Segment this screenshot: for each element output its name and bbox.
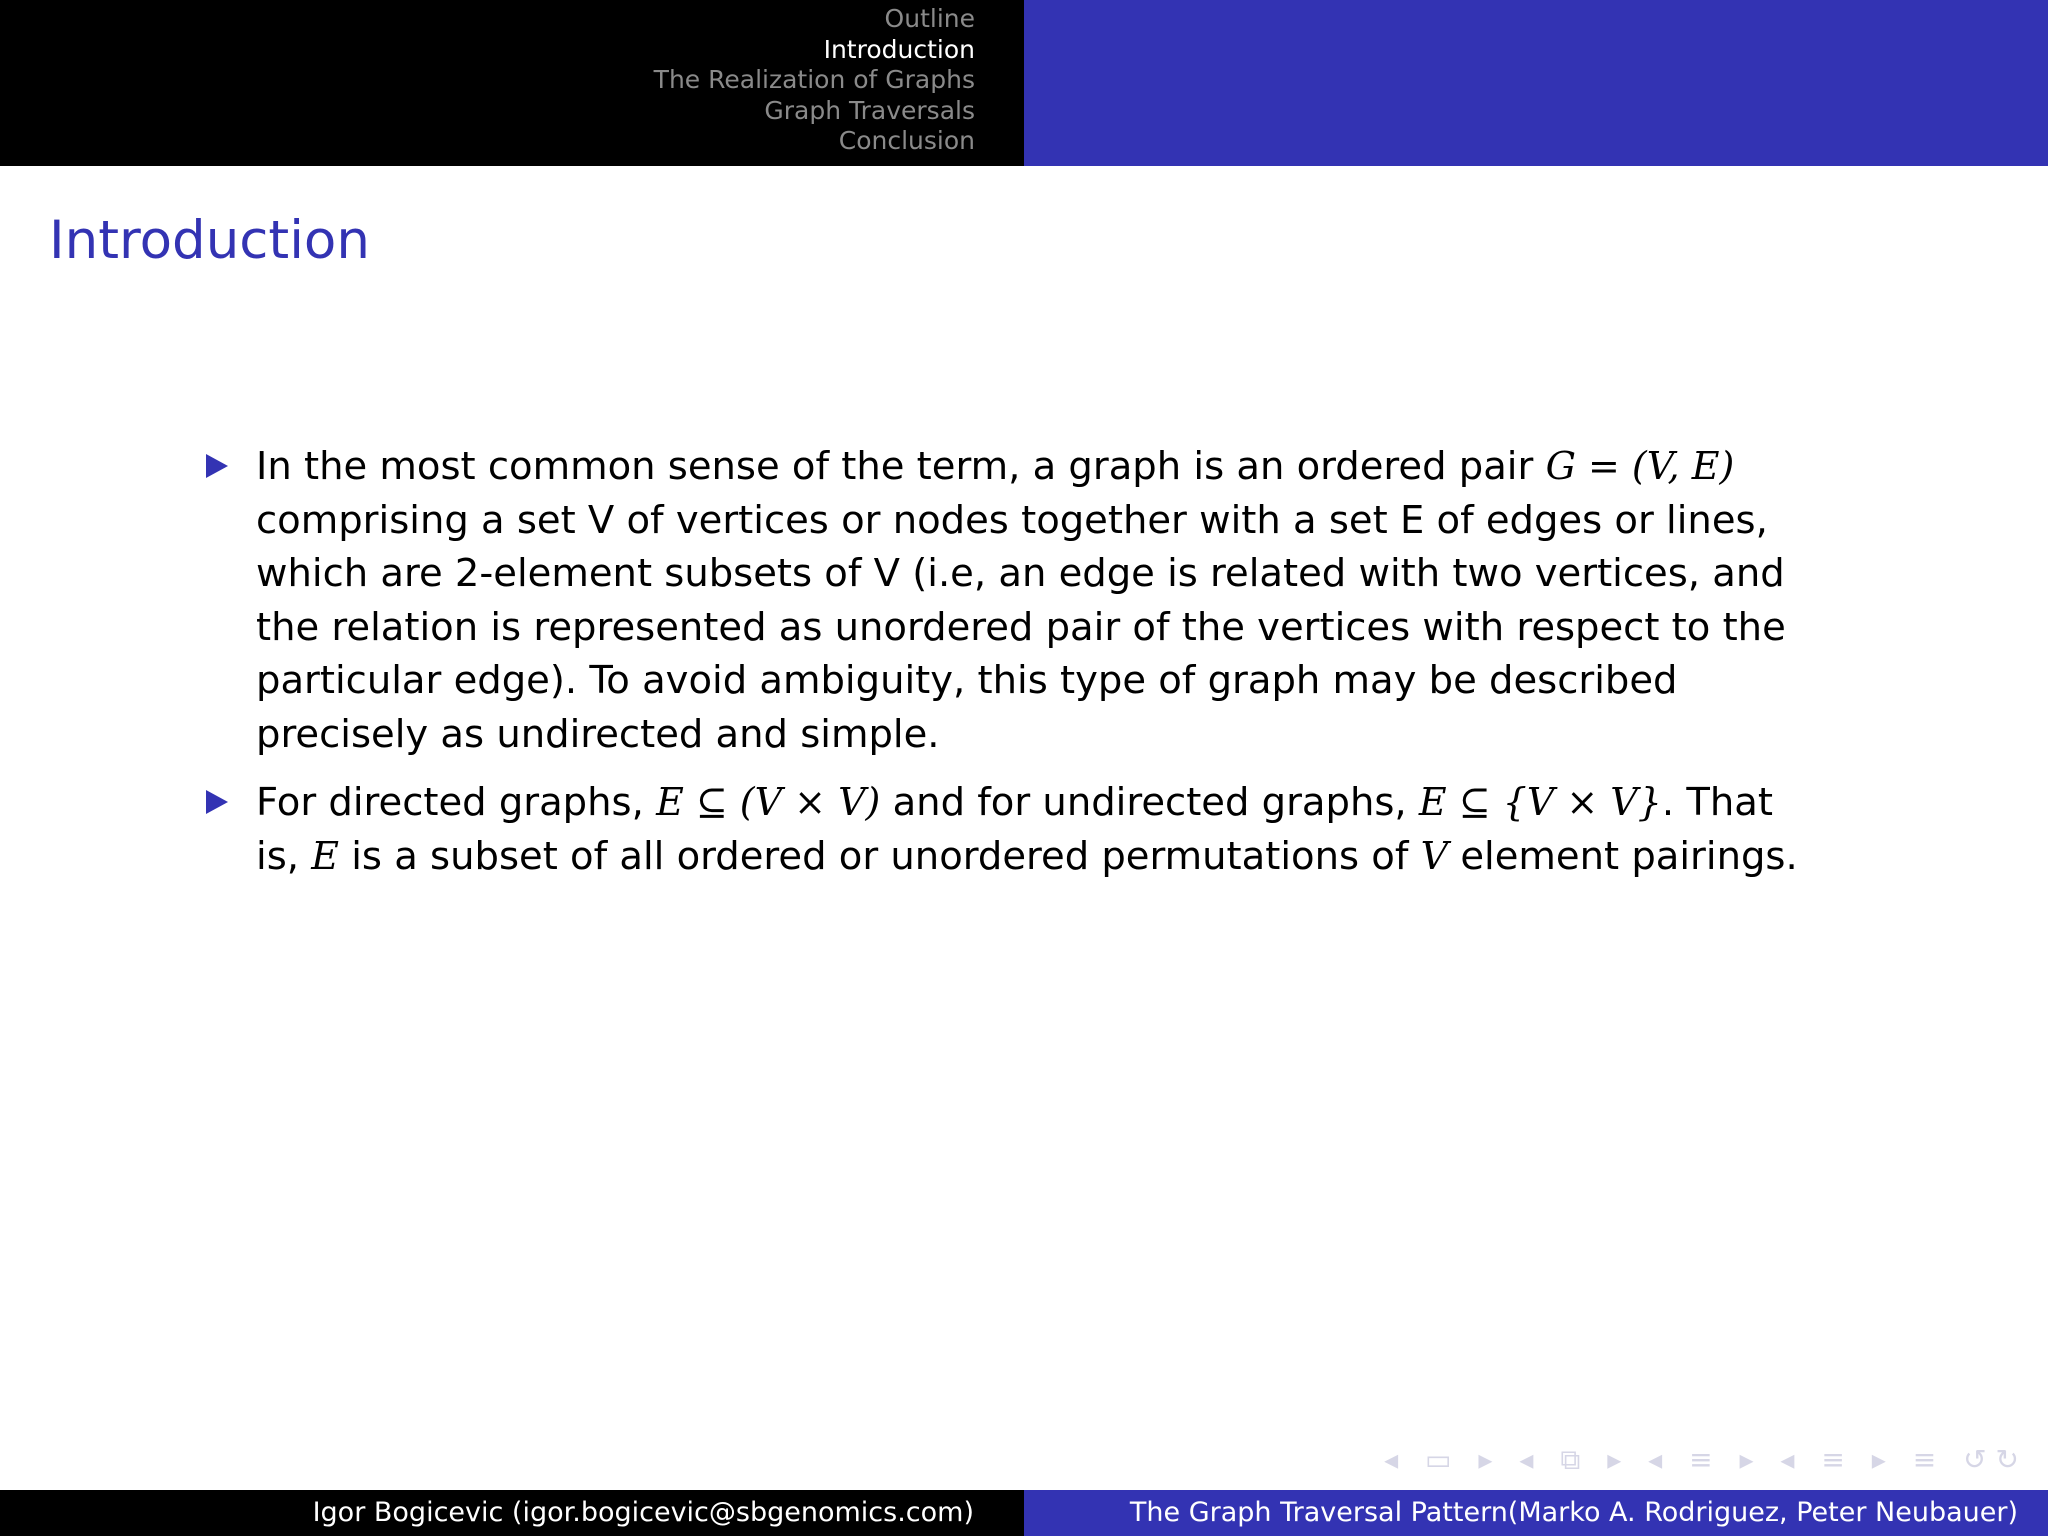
footer-author-panel bbox=[0, 1490, 1024, 1536]
footer-title: The Graph Traversal Pattern(Marko A. Rodriguez, Peter Neubauer) bbox=[1129, 1497, 2018, 1528]
math-expression: E bbox=[311, 833, 339, 878]
nav-item-outline[interactable]: Outline bbox=[884, 4, 975, 33]
text-line: particular edge). To avoid ambiguity, this type of graph may be described bbox=[256, 658, 1678, 703]
footer-author: Igor Bogicevic (igor.bogicevic@sbgenomics.com) bbox=[312, 1497, 974, 1528]
text-line: For directed graphs, E ⊆ (V × V) and for undirected graphs, E ⊆ {V × V}. That bbox=[256, 780, 1773, 825]
header-navigation-panel bbox=[0, 0, 1024, 166]
triangle-bullet-icon bbox=[206, 454, 228, 478]
text-line: precisely as undirected and simple. bbox=[256, 711, 940, 757]
nav-item-conclusion[interactable]: Conclusion bbox=[838, 126, 975, 155]
math-expression: V bbox=[1420, 833, 1449, 878]
section-navigation bbox=[654, 4, 975, 157]
text-line: the relation is represented as unordered pair of the vertices with respect to the bbox=[256, 604, 1786, 650]
text-line: is, E is a subset of all ordered or unordered permutations of V element pairings. bbox=[256, 833, 1798, 879]
beamer-navigation-symbols-icon[interactable]: ◂ ▭ ▸ ◂ ⧉ ▸ ◂ ≡ ▸ ◂ ≡ ▸ ≡ ↺↻ bbox=[1384, 1443, 2028, 1476]
slide-content bbox=[204, 440, 1904, 898]
nav-item-graph-traversals[interactable]: Graph Traversals bbox=[764, 95, 975, 125]
math-expression: E ⊆ (V × V) bbox=[656, 780, 881, 824]
bullet-item bbox=[204, 776, 1904, 883]
footer-title-panel bbox=[1024, 1490, 2048, 1536]
header-blue-panel bbox=[1024, 0, 2048, 166]
slide-title: Introduction bbox=[49, 210, 370, 271]
bullet-item bbox=[204, 440, 1904, 761]
text-line: which are 2-element subsets of V (i.e, an edge is related with two vertices, and bbox=[256, 551, 1785, 596]
math-expression: G = (V, E) bbox=[1545, 444, 1735, 488]
text-line: comprising a set V of vertices or nodes together with a set E of edges or lines, bbox=[256, 497, 1768, 543]
text-line: In the most common sense of the term, a graph is an ordered pair G = (V, E) bbox=[256, 444, 1735, 489]
nav-item-introduction[interactable]: Introduction bbox=[823, 34, 975, 64]
nav-item-realization-of-graphs[interactable]: The Realization of Graphs bbox=[653, 65, 975, 94]
math-expression: E ⊆ {V × V} bbox=[1418, 780, 1662, 824]
triangle-bullet-icon bbox=[206, 790, 228, 814]
